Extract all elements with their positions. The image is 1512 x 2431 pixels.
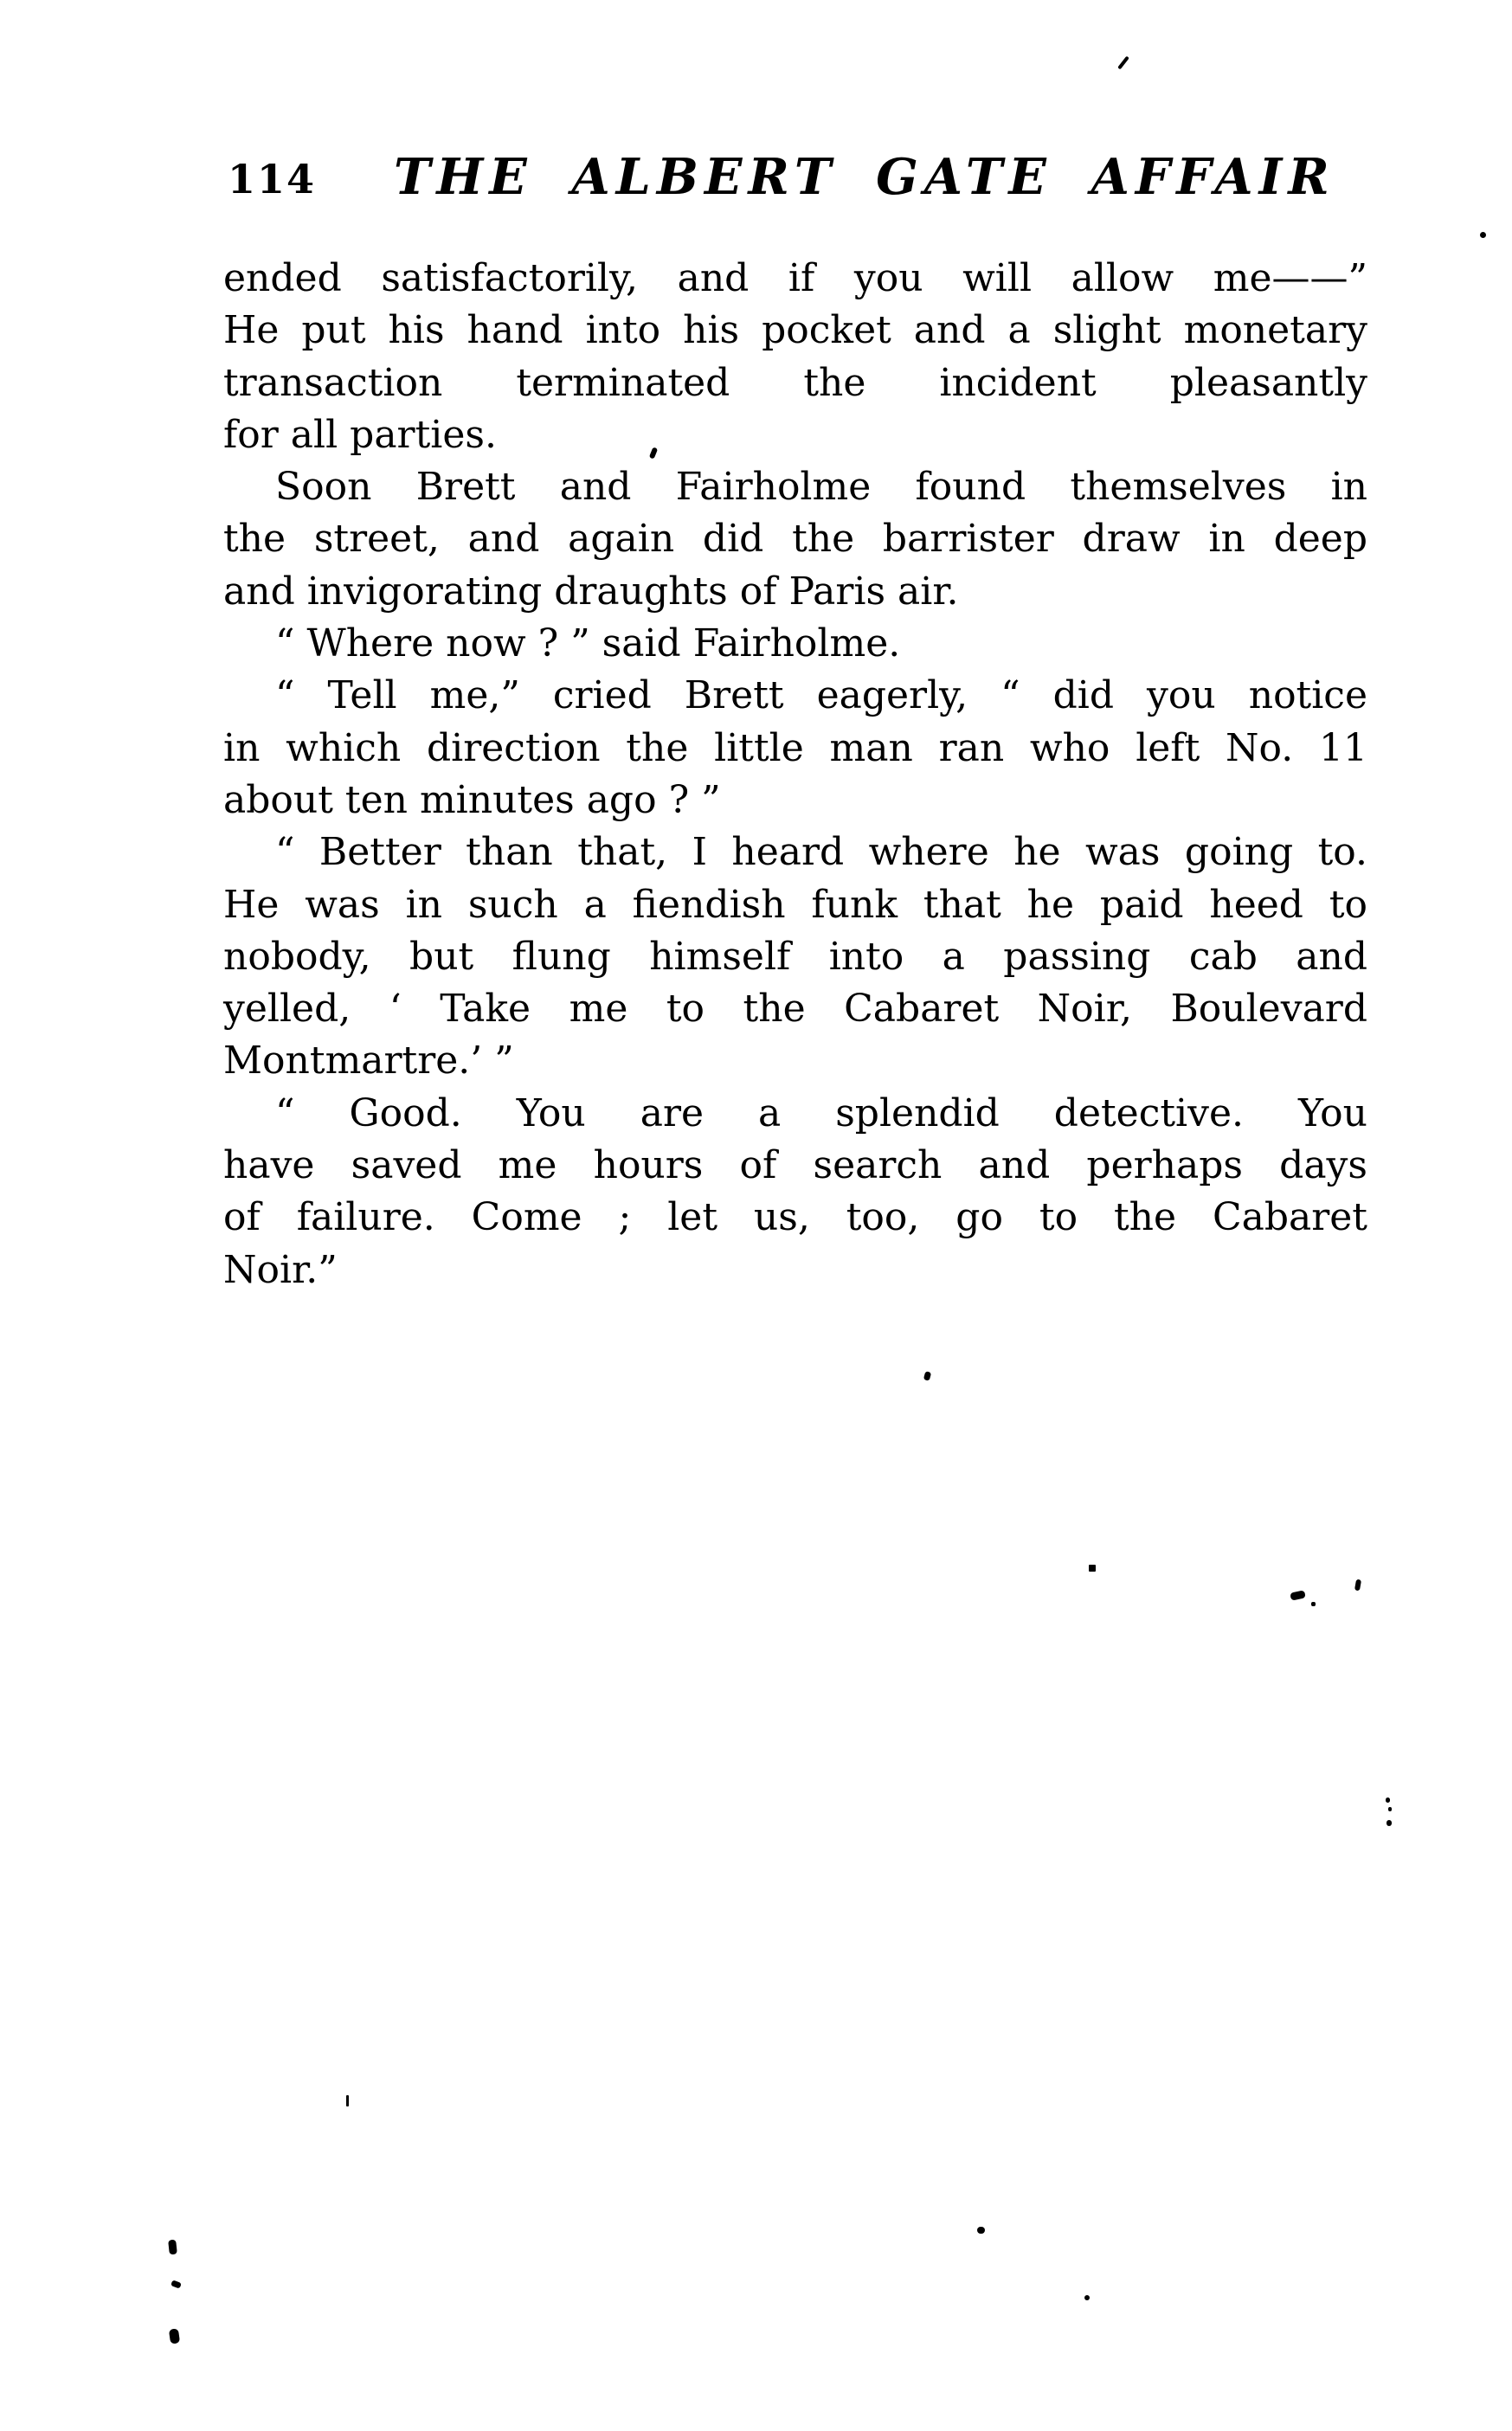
text-line: transaction terminated the incident pleasantly — [223, 360, 1367, 405]
dust-dot — [1388, 1807, 1392, 1811]
dust-dot — [977, 2227, 985, 2234]
text-line: yelled, ‘ Take me to the Cabaret Noir, Boulevard — [223, 987, 1367, 1032]
scratch-mark — [1117, 56, 1129, 70]
text-line: of failure. Come ; let us, too, go to the Cabaret — [223, 1195, 1367, 1240]
text-line: and invigorating draughts of Paris air. — [223, 569, 959, 614]
text-line: “ Where now ? ” said Fairholme. — [275, 621, 901, 666]
text-line: Noir.” — [223, 1247, 338, 1292]
dust-dot — [1386, 1798, 1390, 1803]
dust-dot — [1089, 1565, 1096, 1572]
text-line: for all parties. — [223, 412, 497, 457]
dust-dot — [1387, 1820, 1392, 1826]
text-line: “ Good. You are a splendid detective. You — [275, 1090, 1367, 1135]
text-line: the street, and again did the barrister draw in deep — [223, 517, 1367, 562]
text-line: nobody, but flung himself into a passing cab and — [223, 934, 1367, 979]
text-line: He put his hand into his pocket and a slight monetary — [223, 308, 1367, 353]
text-line: “ Tell me,” cried Brett eagerly, “ did you notice — [275, 673, 1367, 718]
ink-tick — [923, 1371, 931, 1380]
text-line: “ Better than that, I heard where he was going to. — [275, 830, 1367, 875]
dust-dot — [1480, 232, 1486, 238]
ink-blot — [1290, 1590, 1305, 1600]
ink-tick — [346, 2095, 349, 2106]
ink-blot — [171, 2280, 182, 2288]
chapter-running-title: THE ALBERT GATE AFFAIR — [394, 148, 1335, 206]
dust-dot — [1084, 2295, 1090, 2300]
text-line: Soon Brett and Fairholme found themselves in — [275, 465, 1367, 510]
text-line: about ten minutes ago ? ” — [223, 777, 721, 822]
text-line: Montmartre.’ ” — [223, 1039, 514, 1084]
text-line: have saved me hours of search and perhaps days — [223, 1143, 1367, 1188]
page-number: 114 — [228, 156, 317, 203]
body-text-block — [223, 253, 1367, 1296]
ink-blot — [169, 2328, 180, 2344]
dust-dot — [1311, 1602, 1316, 1606]
text-line: in which direction the little man ran who left No. 11 — [223, 725, 1367, 770]
text-line: He was in such a fiendish funk that he paid heed to — [223, 882, 1367, 927]
ink-blot — [168, 2240, 177, 2255]
text-line: ended satisfactorily, and if you will allow me——” — [223, 256, 1367, 300]
ink-tick — [1354, 1579, 1361, 1592]
